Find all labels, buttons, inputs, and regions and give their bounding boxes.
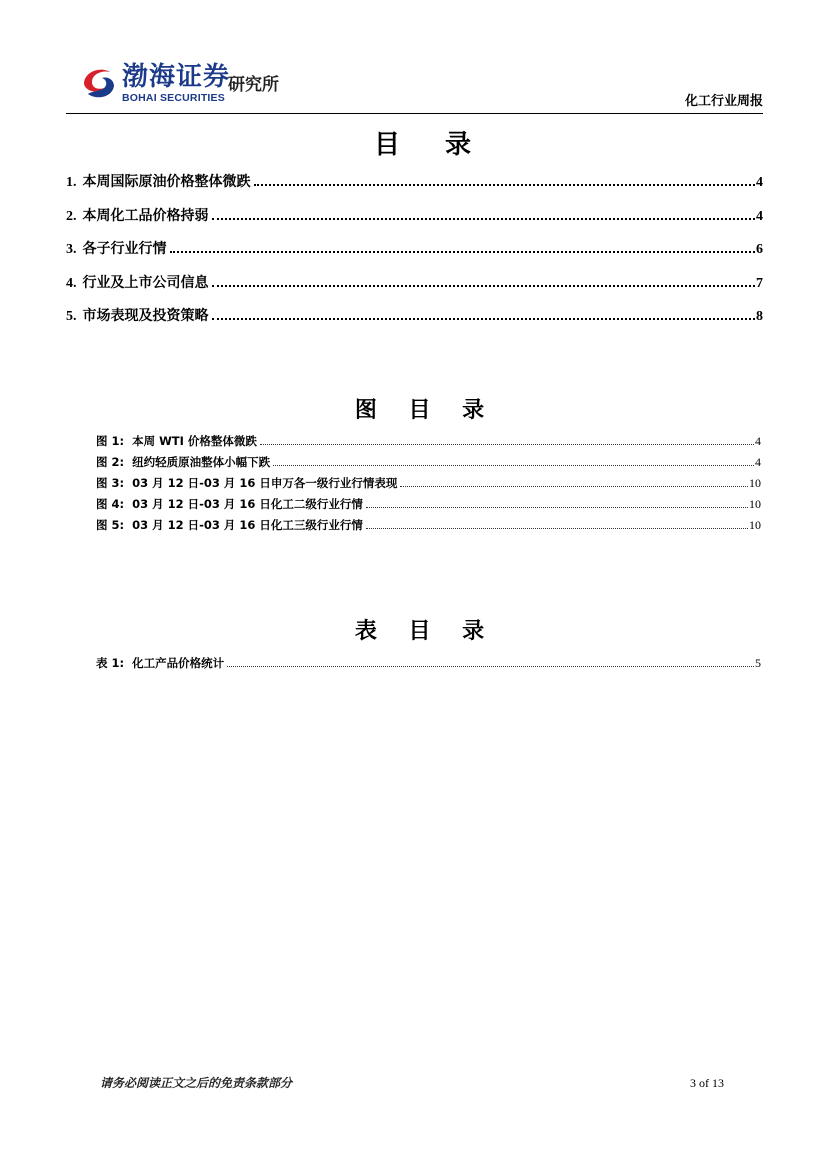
toc-entry-page: 4: [756, 175, 763, 190]
toc-entry-page: 6: [756, 242, 763, 257]
figure-entry[interactable]: [96, 454, 761, 471]
figure-entry-page: 4: [755, 434, 761, 448]
toc-entry-text: 本周化工品价格持弱: [82, 207, 209, 224]
dot-leader: [212, 285, 756, 287]
figure-list: [96, 433, 761, 538]
institute-label: 研究所: [228, 75, 279, 95]
toc-entry-number: 1.: [66, 175, 77, 190]
brand-name-en: BOHAI SECURITIES: [122, 92, 225, 104]
figure-entry-text: 03 月 12 日-03 月 16 日化工二级行业行情: [132, 497, 363, 511]
table-entry-page: 5: [755, 656, 761, 670]
table-entry-text: 化工产品价格统计: [132, 656, 225, 670]
dot-leader: [366, 507, 748, 508]
figure-entry[interactable]: [96, 517, 761, 534]
header-divider: [66, 113, 763, 114]
figure-entry-page: 10: [749, 518, 761, 532]
bohai-logo-icon: [78, 64, 118, 104]
brand-name-cn: 渤海证券: [122, 62, 231, 92]
figure-entry-label: 图 5:: [96, 518, 125, 532]
table-list-title: 表 目 录: [354, 619, 497, 644]
figure-entry-page: 4: [755, 455, 761, 469]
toc-entry[interactable]: [66, 272, 763, 294]
toc-entry[interactable]: [66, 238, 763, 260]
toc-entry-page: 8: [756, 309, 763, 324]
figure-entry-label: 图 4:: [96, 497, 125, 511]
toc-entry-number: 3.: [66, 242, 77, 257]
dot-leader: [273, 465, 754, 466]
report-type: 化工行业周报: [684, 94, 763, 109]
toc-entry-text: 市场表现及投资策略: [82, 308, 209, 324]
toc-title: 目 录: [373, 130, 490, 160]
figure-entry-text: 纽约轻质原油整体小幅下跌: [132, 455, 271, 469]
figure-entry-label: 图 2:: [96, 455, 125, 469]
toc-entry[interactable]: [66, 205, 763, 227]
dot-leader: [366, 528, 748, 529]
toc-entry-text: 行业及上市公司信息: [82, 274, 209, 291]
toc-entry-number: 5.: [66, 309, 77, 324]
dot-leader: [212, 318, 756, 320]
footer-disclaimer: 请务必阅读正文之后的免责条款部分: [100, 1076, 293, 1090]
toc-entry-number: 4.: [66, 275, 77, 291]
figure-entry-label: 图 3:: [96, 476, 125, 490]
figure-entry[interactable]: [96, 475, 761, 492]
toc-list: [66, 171, 763, 339]
dot-leader: [170, 251, 756, 253]
dot-leader: [260, 444, 754, 445]
toc-entry-number: 2.: [66, 208, 77, 224]
figure-entry-page: 10: [749, 476, 761, 490]
toc-entry-text: 本周国际原油价格整体微跌: [82, 174, 251, 190]
figure-entry-page: 10: [749, 497, 761, 511]
toc-entry-page: 7: [756, 275, 763, 291]
toc-entry[interactable]: [66, 171, 763, 193]
table-entry-label: 表 1:: [96, 656, 125, 670]
page-header: [66, 60, 763, 115]
figure-entry[interactable]: [96, 433, 761, 450]
figure-entry[interactable]: [96, 496, 761, 513]
figure-entry-label: 图 1:: [96, 434, 125, 448]
toc-entry-text: 各子行业行情: [82, 241, 167, 257]
footer-page-indicator: 3 of 13: [690, 1076, 724, 1090]
dot-leader: [400, 486, 748, 487]
figure-list-title: 图 目 录: [354, 398, 497, 423]
toc-entry-page: 4: [756, 208, 763, 224]
figure-entry-text: 03 月 12 日-03 月 16 日申万各一级行业行情表现: [132, 476, 398, 490]
table-entry[interactable]: [96, 655, 761, 672]
figure-entry-text: 03 月 12 日-03 月 16 日化工三级行业行情: [132, 518, 363, 532]
dot-leader: [212, 218, 756, 220]
toc-entry[interactable]: [66, 305, 763, 327]
figure-entry-text: 本周 WTI 价格整体微跌: [132, 434, 257, 448]
dot-leader: [254, 184, 756, 186]
table-list: [96, 655, 761, 676]
dot-leader: [227, 666, 754, 667]
